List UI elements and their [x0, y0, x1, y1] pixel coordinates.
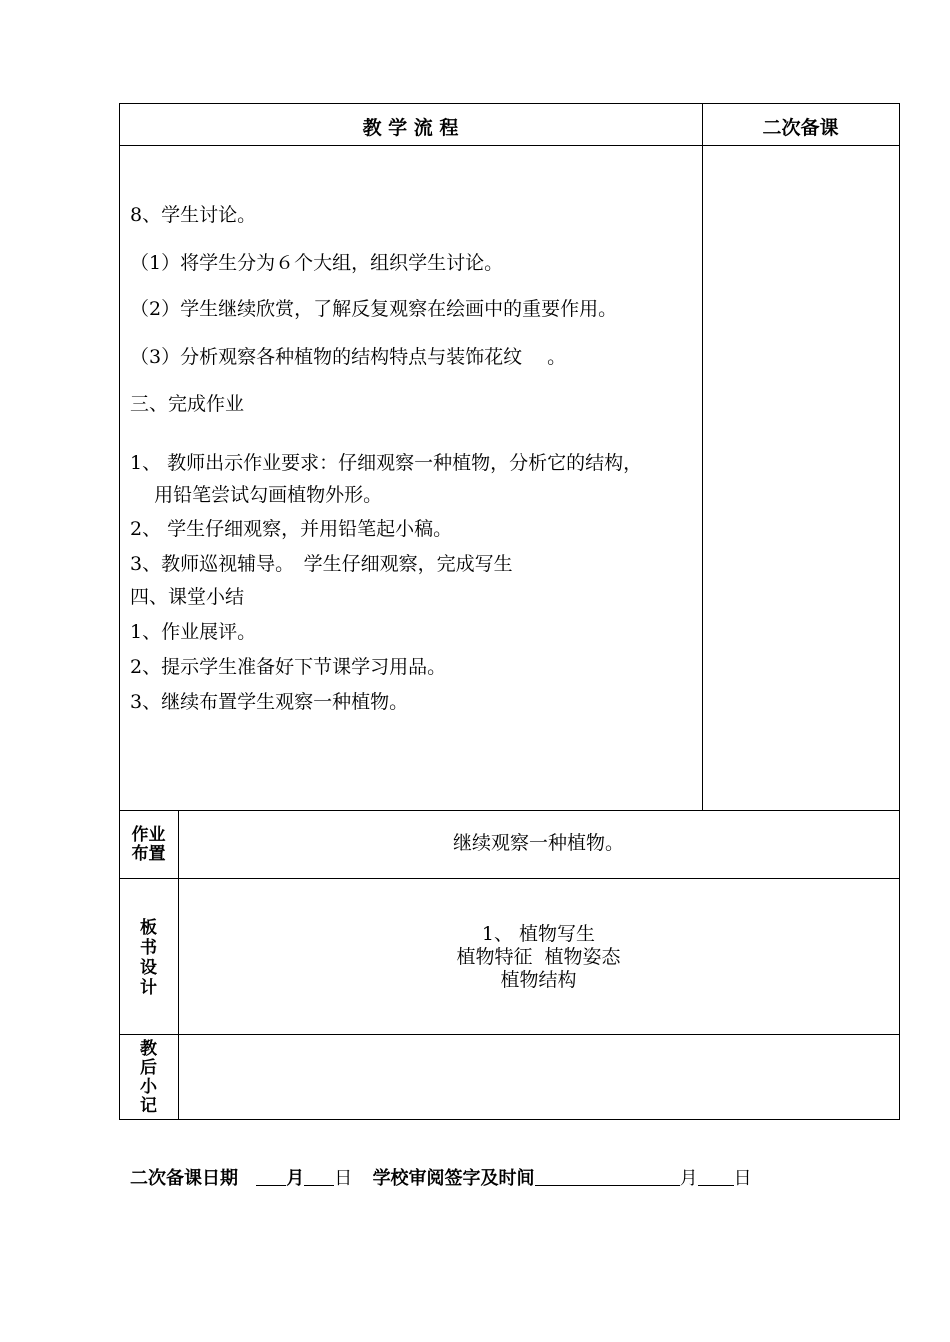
flow-line: 2、提示学生准备好下节课学习用品。: [130, 656, 447, 678]
flow-line: 用铅笔尝试勾画植物外形。: [130, 484, 383, 506]
homework-label-line: 作业: [131, 825, 166, 845]
homework-label: [119, 826, 178, 864]
board-line: 1、 植物写生: [481, 923, 596, 945]
day-label: 日: [334, 1168, 353, 1189]
second-prep-column-divider: [702, 103, 703, 811]
flow-line: 2、 学生仔细观察，并用铅笔起小稿。: [130, 518, 453, 540]
notes-label-char: 教: [140, 1039, 157, 1059]
header-bottom-border: [119, 145, 900, 146]
board-content: [178, 923, 899, 992]
month-label: 月: [286, 1168, 305, 1189]
second-prep-date-label: 二次备课日期: [130, 1168, 238, 1189]
day-blank-2: [698, 1167, 734, 1186]
flow-line: 1、 教师出示作业要求：仔细观察一种植物，分析它的结构，: [130, 452, 643, 474]
homework-bottom-border: [119, 878, 900, 879]
table-top-border: [119, 103, 900, 104]
notes-label-char: 后: [140, 1058, 157, 1078]
flow-line: 1、作业展评。: [130, 621, 257, 643]
homework-label-line: 布置: [131, 844, 166, 864]
board-line: 植物特征 植物姿态: [456, 946, 621, 968]
board-label-char: 设: [140, 958, 157, 978]
flow-line: 3、教师巡视辅导。 学生仔细观察，完成写生: [130, 553, 513, 575]
flow-line: （3）分析观察各种植物的结构特点与装饰花纹 。: [130, 346, 567, 368]
notes-label-char: 记: [140, 1096, 157, 1116]
review-sign-label: 学校审阅签字及时间: [372, 1168, 535, 1189]
header-second-prep: 二次备课: [762, 117, 839, 139]
board-label-char: 板: [140, 918, 157, 938]
flow-line: 四、课堂小结: [130, 586, 245, 608]
board-label-char: 书: [140, 938, 157, 958]
signature-blank: [535, 1167, 680, 1186]
table-bottom-border: [119, 1119, 900, 1120]
board-bottom-border: [119, 1034, 900, 1035]
footer-signature-line: [130, 1167, 752, 1191]
board-label-char: 计: [140, 978, 157, 998]
table-right-border: [899, 103, 900, 1120]
flow-line: （2）学生继续欣赏，了解反复观察在绘画中的重要作用。: [130, 298, 618, 320]
month-blank: [256, 1167, 286, 1186]
flow-line: 8、学生讨论。: [130, 204, 257, 226]
header-flow: 教 学 流 程: [362, 117, 459, 139]
day-label-2: 日: [733, 1168, 752, 1189]
homework-text: 继续观察一种植物。: [452, 832, 624, 854]
day-blank: [304, 1167, 334, 1186]
flow-bottom-border: [119, 810, 900, 811]
flow-line: （1）将学生分为６个大组，组织学生讨论。: [130, 252, 504, 274]
month-label-2: 月: [679, 1168, 698, 1189]
flow-line: 三、完成作业: [130, 393, 245, 415]
board-label: [119, 918, 178, 998]
board-line: 植物结构: [500, 969, 577, 991]
notes-label-char: 小: [140, 1077, 157, 1097]
flow-line: 3、继续布置学生观察一种植物。: [130, 691, 409, 713]
notes-label: [119, 1040, 178, 1116]
